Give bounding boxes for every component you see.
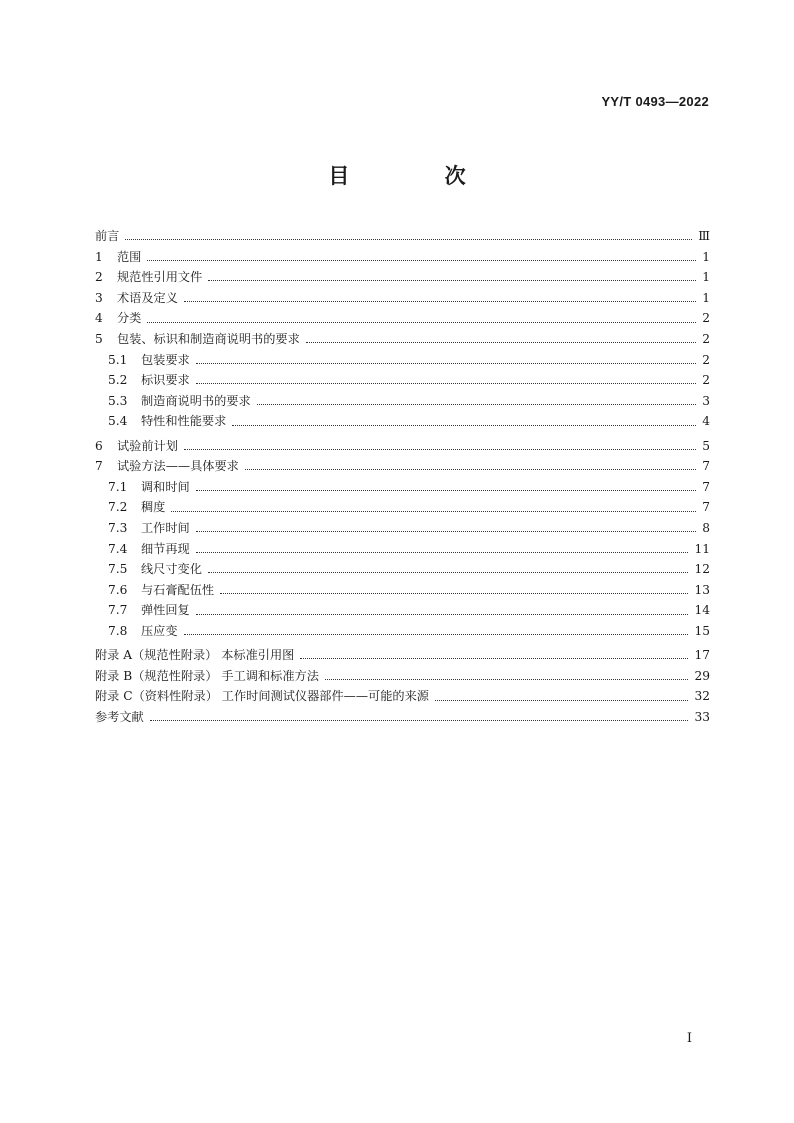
dot-leader: [184, 633, 689, 635]
toc-entry[interactable]: [95, 666, 710, 687]
toc-entry[interactable]: [95, 247, 710, 268]
toc-entry-number: 2: [95, 270, 103, 285]
dot-leader: [220, 592, 688, 594]
page-number: I: [686, 1031, 692, 1046]
toc-entry-page: 2: [702, 352, 710, 367]
dot-leader: [232, 424, 696, 426]
toc-entry[interactable]: [95, 645, 710, 666]
toc-entry[interactable]: [95, 411, 710, 432]
toc-entry-page: 7: [702, 479, 710, 494]
toc-entry-number: 4: [95, 311, 103, 326]
toc-entry-page: 17: [694, 648, 710, 663]
toc-entry-page: 12: [694, 562, 710, 577]
toc-entry-number: 5.1: [108, 352, 128, 367]
toc-entry-page: Ⅲ: [698, 229, 710, 243]
dot-leader: [184, 300, 696, 302]
dot-leader: [208, 571, 689, 573]
dot-leader: [245, 468, 696, 470]
toc-entry-number: 1: [95, 249, 103, 264]
toc-entry-page: 29: [694, 668, 710, 683]
toc-entry-number: 7: [95, 459, 103, 474]
toc-entry[interactable]: [95, 391, 710, 412]
toc-entry[interactable]: [95, 370, 710, 391]
dot-leader: [306, 341, 696, 343]
toc-entry-title: 附录 C（资料性附录） 工作时间测试仪器部件——可能的来源: [95, 689, 429, 704]
dot-leader: [150, 719, 689, 721]
toc-entry[interactable]: [95, 600, 710, 621]
toc-entry-title: 稠度: [141, 500, 166, 515]
toc-entry-page: 4: [702, 414, 710, 429]
toc-entry[interactable]: [95, 267, 710, 288]
toc-entry-number: 7.1: [108, 479, 128, 494]
dot-leader: [208, 279, 696, 281]
dot-leader: [196, 489, 696, 491]
toc-entry[interactable]: [95, 288, 710, 309]
toc-entry-title: 规范性引用文件: [117, 270, 203, 285]
toc-entry-title: 范围: [117, 249, 142, 264]
dot-leader: [184, 448, 696, 450]
dot-leader: [196, 530, 696, 532]
toc-entry-page: 11: [694, 541, 710, 556]
toc-entry-title: 弹性回复: [141, 603, 190, 618]
dot-leader: [196, 551, 689, 553]
toc-entry-page: 14: [694, 603, 710, 618]
toc-entry-title: 参考文献: [95, 709, 144, 724]
toc-entry[interactable]: [95, 707, 710, 728]
toc-entry-title: 调和时间: [141, 479, 190, 494]
toc-entry-page: 32: [694, 689, 710, 704]
toc-entry-title: 试验前计划: [117, 438, 178, 453]
dot-leader: [257, 403, 697, 405]
toc-entry-number: 7.7: [108, 603, 128, 618]
toc-entry-title: 分类: [117, 311, 142, 326]
dot-leader: [171, 510, 696, 512]
toc-entry-page: 7: [702, 500, 710, 515]
toc-entry-title: 制造商说明书的要求: [141, 393, 251, 408]
toc-entry-title: 与石膏配伍性: [141, 582, 215, 597]
toc-entry-title: 试验方法——具体要求: [117, 459, 239, 474]
table-of-contents: [95, 226, 710, 727]
toc-entry-page: 5: [702, 438, 710, 453]
toc-entry[interactable]: [95, 350, 710, 371]
toc-entry[interactable]: [95, 518, 710, 539]
toc-entry[interactable]: [95, 456, 710, 477]
toc-entry[interactable]: [95, 477, 710, 498]
dot-leader: [147, 259, 696, 261]
toc-entry[interactable]: [95, 580, 710, 601]
dot-leader: [147, 321, 696, 323]
toc-entry-title: 附录 A（规范性附录） 本标准引用图: [95, 648, 295, 663]
toc-entry-page: 1: [702, 290, 710, 305]
toc-entry-number: 6: [95, 438, 103, 453]
toc-entry[interactable]: [95, 329, 710, 350]
toc-entry-number: 7.5: [108, 562, 128, 577]
toc-entry[interactable]: [95, 226, 710, 247]
toc-entry-title: 特性和性能要求: [141, 414, 227, 429]
toc-entry[interactable]: [95, 497, 710, 518]
toc-entry-number: 7.8: [108, 623, 128, 638]
toc-entry-page: 1: [702, 249, 710, 264]
toc-entry-page: 7: [702, 459, 710, 474]
toc-entry-page: 2: [702, 311, 710, 326]
toc-entry-number: 5.3: [108, 393, 128, 408]
toc-entry-number: 5.2: [108, 373, 128, 388]
toc-entry-number: 7.6: [108, 582, 128, 597]
toc-entry[interactable]: [95, 308, 710, 329]
dot-leader: [325, 678, 689, 680]
toc-entry-title: 工作时间: [141, 520, 190, 535]
toc-entry[interactable]: [95, 436, 710, 457]
toc-entry[interactable]: [95, 559, 710, 580]
toc-entry-number: 7.3: [108, 520, 128, 535]
toc-entry-page: 8: [702, 520, 710, 535]
page-title: 目 次: [328, 164, 510, 188]
toc-entry-title: 标识要求: [141, 373, 190, 388]
toc-entry-page: 33: [694, 709, 710, 724]
toc-entry-page: 3: [702, 393, 710, 408]
toc-entry-title: 前言: [95, 229, 120, 243]
dot-leader: [196, 613, 689, 615]
dot-leader: [435, 699, 689, 701]
toc-entry-page: 2: [702, 373, 710, 388]
toc-entry-number: 3: [95, 290, 103, 305]
toc-entry-title: 细节再现: [141, 541, 190, 556]
dot-leader: [125, 238, 692, 240]
toc-entry[interactable]: [95, 621, 710, 642]
toc-entry[interactable]: [95, 686, 710, 707]
toc-entry-number: 7.4: [108, 541, 128, 556]
toc-entry-title: 附录 B（规范性附录） 手工调和标准方法: [95, 668, 319, 683]
dot-leader: [300, 657, 688, 659]
toc-entry-number: 5.4: [108, 414, 128, 429]
dot-leader: [196, 382, 696, 384]
toc-entry-title: 线尺寸变化: [141, 562, 202, 577]
toc-entry-page: 2: [702, 331, 710, 346]
toc-entry-title: 压应变: [141, 623, 178, 638]
dot-leader: [196, 362, 696, 364]
toc-entry-number: 7.2: [108, 500, 128, 515]
standard-code: YY/T 0493—2022: [601, 94, 709, 109]
toc-entry-title: 包装、标识和制造商说明书的要求: [117, 331, 300, 346]
toc-entry-title: 包装要求: [141, 352, 190, 367]
toc-entry-page: 1: [702, 270, 710, 285]
toc-entry-number: 5: [95, 331, 103, 346]
toc-entry[interactable]: [95, 539, 710, 560]
toc-entry-page: 15: [694, 623, 710, 638]
toc-entry-title: 术语及定义: [117, 290, 178, 305]
toc-entry-page: 13: [694, 582, 710, 597]
